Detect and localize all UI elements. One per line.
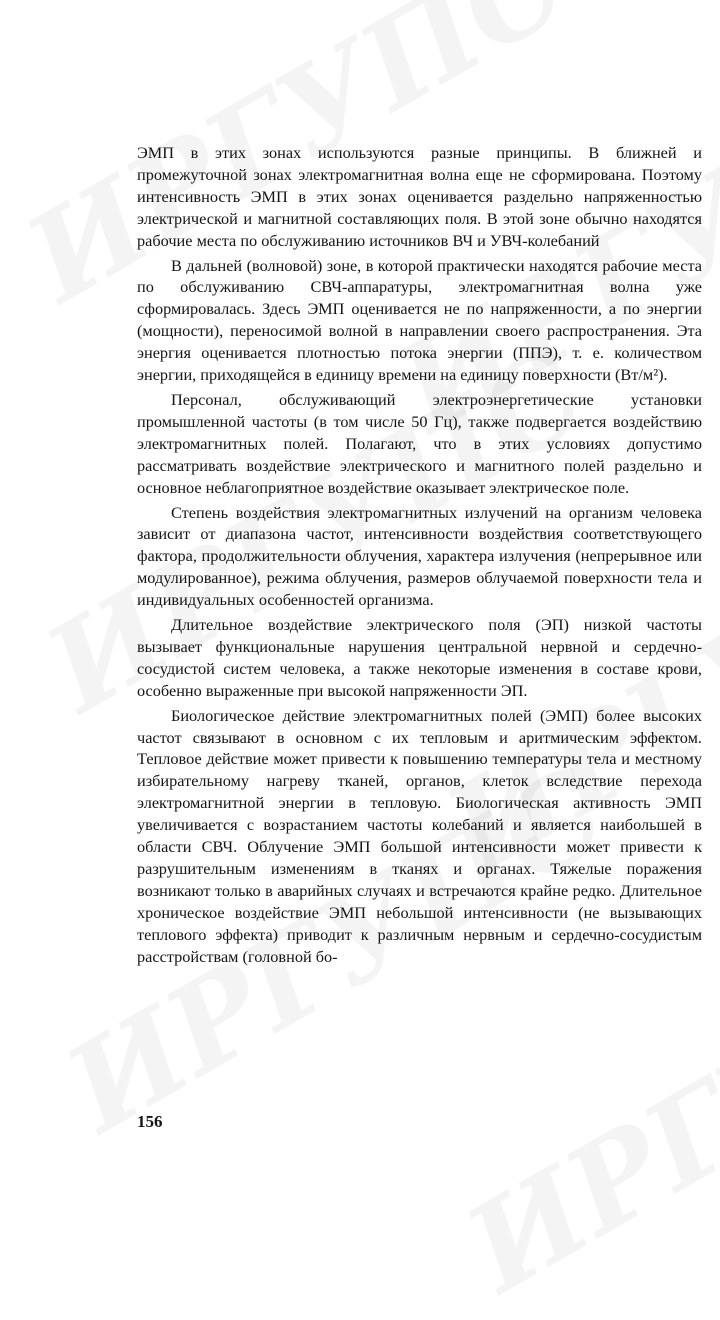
paragraph-4: Степень воздействия электромагнитных излучений на организм человека зависит от диапазона частот, интенсивности воздействия соответствующего фактора, продолжительности облучения, характера излучения (непрерывное или модулированное), режима облучения, размеров облучаемой поверхности тела и индивидуальных особенностей организма. (137, 502, 702, 610)
paragraph-1: ЭМП в этих зонах используются разные принципы. В ближней и промежуточной зонах электромагнитная волна еще не сформирована. Поэтому интенсивность ЭМП в этих зонах оценивается раздельно напряженностью электрической и магнитной составляющих поля. В этой зоне обычно находятся рабочие места по обслуживанию источников ВЧ и УВЧ-колебаний (137, 143, 702, 250)
paragraph-3: Персонал, обслуживающий электроэнергетические установки промышленной частоты (в том числе 50 Гц), также подвергается воздействию электромагнитных полей. Полагают, что в этих условиях допустимо рассматривать воздействие электрического и магнитного полей раздельно и основное неблагоприятное воздействие оказывает электрическое поле. (137, 389, 702, 497)
page-body (137, 142, 702, 968)
paragraph-2: В дальней (волновой) зоне, в которой практически находятся рабочие места по обслуживанию СВЧ-аппаратуры, электромагнитная волна уже сформировалась. Здесь ЭМП оценивается не по напряженности, а по энергии (мощности), переносимой волной в направлении своего распространения. Эта энергия оценивается плотностью потока энергии (ППЭ), т. е. количеством энергии, приходящейся в единицу времени на единицу поверхности (Вт/м²). (137, 255, 702, 385)
paragraph-6: Биологическое действие электромагнитных полей (ЭМП) более высоких частот связывают в основном с их тепловым и аритмическим эффектом. Тепловое действие может привести к повышению температуры тела и местному избирательному нагреву тканей, органов, клеток вследствие перехода электромагнитной энергии в тепловую. Биологическая активность ЭМП увеличивается с возрастанием частоты колебаний и является наибольшей в области СВЧ. Облучение ЭМП большой интенсивности может привести к разрушительным изменениям в тканях и органах. Тяжелые поражения возникают только в аварийных случаях и встречаются крайне редко. Длительное хроническое воздействие ЭМП небольшой интенсивности (не вызывающих теплового эффекта) приводит к различным нервным и сердечно-сосудистым расстройствам (головной бо- (137, 705, 702, 966)
paragraph-5: Длительное воздействие электрического поля (ЭП) низкой частоты вызывает функциональные нарушения центральной нервной и сердечно-сосудистой систем человека, а также некоторые изменения в составе крови, особенно выраженные при высокой напряженности ЭП. (137, 615, 702, 700)
page-number: 156 (137, 1112, 163, 1131)
